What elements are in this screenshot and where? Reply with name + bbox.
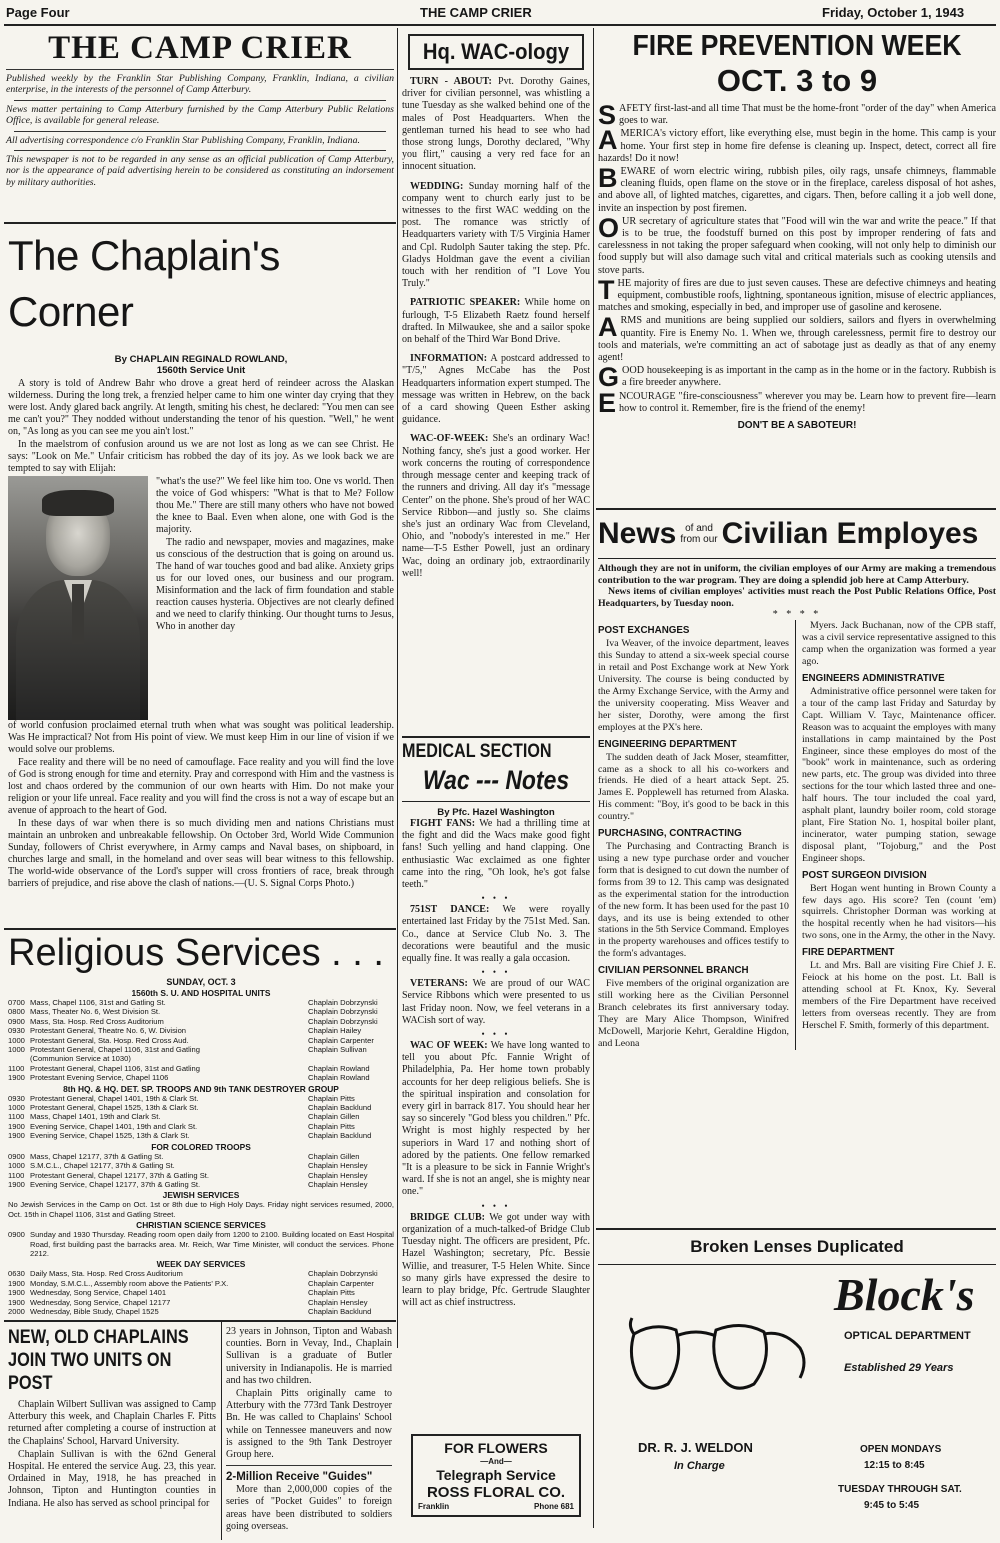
civilian-section-heading: ENGINEERING DEPARTMENT — [598, 738, 737, 750]
service-time: 0900 — [8, 1151, 25, 1161]
civilian-section-text: Administrative office personnel were taken for a tour of the camp last Friday and Saturday by Capt. William V. Tayc, Maintenance officer. Reason was to acquaint the employes with many installations in camp maintained by the Post Engineer, since these employes do most of the "book" work in maintenance, such as ordering new parts, etc. The group was divided into three sections for the tour which lasted three and one-half hours. The tour included the coal yard, asphalt plant, laundry boiler room, cold storage plant, Fire Station No. 1, hospital boiler plant, incinerator, water pumping station, sewage disposal plant, "Tojoburg," and the Post Engineer shops. — [802, 686, 996, 864]
column-rule — [221, 1322, 222, 1540]
medical-item-text: We got under way with organization of a much-talked-of Bridge Club Tuesday night. The officers are president, Pfc. Hazel Washington; secretary, Pfc. Bessie Willie, and treasurer, T-5 Helen White. Since so many girls have expressed the desire to learn to play bridge, Pfc. Gertrude Slaughter will act as chief instructress. — [402, 1211, 590, 1309]
service-chaplain: Chaplain Hailey — [308, 1026, 362, 1036]
service-group-heading: 1560th S. U. AND HOSPITAL UNITS — [131, 988, 271, 998]
service-time: 1900 — [8, 1288, 25, 1298]
service-chaplain: Chaplain Gillen — [308, 1151, 360, 1161]
service-time: 1000 — [8, 1045, 25, 1055]
service-time: 0900 — [8, 1230, 25, 1240]
service-row — [8, 1054, 394, 1063]
civilian-section-text: Myers. Jack Buchanan, now of the CPB staff, was a civil service representative assigned to this camp when the organization was formed a year ago. — [802, 620, 996, 668]
wac-item-text: She's an ordinary Wac! Nothing fancy, she's just a good worker. Her work concerns the routing of correspondence through message center and keeping track of the runners and driving. All day it's "message Center" on the phone. She's proud of her WAC Service Ribbon—and justly so. She claims she's just an ordinary Wac from Cleveland, Ohio, and "nobody's interested in me." Her name—T-5 Esther Powell, just an ordinary Wac, doing an ordinary job, extraordinarily well! — [402, 433, 590, 579]
service-chaplain: Chaplain Rowland — [308, 1073, 370, 1083]
jewish-text: No Jewish Services in the Camp on Oct. 1st or 8th due to High Holy Days. Friday night services resumed, 2000, Oct. 15th in Chapel 1106, 31st and Gatling Street. — [8, 1200, 394, 1219]
civilian-section-text: Five members of the original organization are still working here as the Civilian Personnel Branch celebrates its first anniversary today. They are Mary Alice Thompson, Winifred McDowell, Marjorie Kehrt, Geraldine Higdon, and Leona — [598, 978, 789, 1049]
fire-paragraph — [598, 125, 996, 165]
service-row — [8, 1269, 394, 1278]
chaplain-para: In these days of war when there is so much dividing men and nations Christians must maintain an unbroken and unbreakable fellowship. On October 3rd, World Wide Communion Sunday, followers of Christ everywhere, in Army camps and Naval bases, on shipboard, in churches large and small, in the homeland and over seas will bear witness to this fellowship. The world-wide observance of the Lord's supper will cross frontiers of race, break through barriers of prejudice, and rise above the clash of nations.—(U. S. Signal Corps Photo.) — [8, 818, 394, 889]
medical-item-lead: VETERANS: — [410, 978, 468, 990]
christian-science-text: Sunday and 1930 Thursday. Reading room open daily from 1200 to 2100. Building located on East Hospital Road, first building past the barracks area. Mr. Reich, War Time Minister, will conduct the services. Phone 2212. — [30, 1230, 394, 1258]
chaplain-headline: The Chaplain's Corner — [8, 232, 280, 335]
notice-advertising: All advertising correspondence c/o Franklin Star Publishing Company, Franklin, Indiana. — [6, 134, 360, 146]
wac-item-lead: PATRIOTIC SPEAKER: — [410, 297, 521, 309]
religious-services — [8, 930, 394, 1316]
wac-item-text: A postcard addressed to "T/5," Agnes McCabe has the Post Headquarters information expert stumped. The message was written in Hebrew, on the back of a card showing Queen Esther asking guidance. — [402, 353, 590, 426]
civilian-news — [598, 512, 996, 1050]
service-time: 1100 — [8, 1170, 25, 1180]
wacology-headline-box — [408, 34, 584, 70]
service-description: Protestant General, Chapel 1401, 19th & Clark St. — [30, 1093, 199, 1103]
fire-closing: DON'T BE A SABOTEUR! — [737, 420, 857, 432]
fire-paragraph — [598, 312, 996, 364]
fire-paragraph — [598, 274, 996, 315]
service-row — [8, 1026, 394, 1035]
service-row — [8, 1122, 394, 1131]
fire-paragraph — [598, 212, 996, 277]
drop-cap: O — [598, 212, 620, 243]
service-chaplain: Chaplain Backlund — [308, 1306, 372, 1316]
religious-headline: Religious Services . . . — [8, 932, 384, 974]
service-row — [8, 1073, 394, 1082]
service-description: Mass, Chapel 1401, 19th and Clark St. — [30, 1112, 161, 1122]
chaplain-para: Face reality and there will be no need of camouflage. Face reality and you will find the love of God is strong enough for time and eternity. Pray and correspond with Him and the vastness is lost and chaos ordered by the communion of our own hearts with Him. Do not make your religion or your life unreal. Face reality and you will find the cross is not a way of escape but an avenue of approach to the heart of God. — [8, 757, 394, 816]
service-row — [8, 1017, 394, 1026]
fire-paragraph-text: RMS and munitions are being supplied our soldiers, sailors and flyers in overwhelming quantity. Fire is Enemy No. 1. When we, through carelessness, permit fire to destroy our tools and materials, we're committing an act of sabotage just as deadly as that of any enemy agent! — [598, 315, 996, 364]
service-group-heading: FOR COLORED TROOPS — [151, 1141, 251, 1152]
service-chaplain: Chaplain Carpenter — [308, 1035, 374, 1045]
service-time: 1900 — [8, 1121, 25, 1131]
wac-item-lead: INFORMATION: — [410, 353, 488, 365]
headline-from-our: from our — [680, 534, 718, 545]
medical-item-lead: 751ST DANCE: — [410, 904, 490, 916]
service-chaplain: Chaplain Rowland — [308, 1063, 370, 1073]
service-chaplain: Chaplain Backlund — [308, 1103, 372, 1113]
medical-item-text: We were royally entertained last Friday by the 751st Med. San. Co., dance at Service Club No. 3. The decorations were beautiful and the music equally fine. It was really a gala occasion. — [402, 904, 590, 965]
medical-item — [402, 818, 590, 891]
service-description: Protestant General, Chapel 1106, 31st and Gatling — [30, 1045, 200, 1055]
medical-items — [402, 818, 590, 1309]
florist-name: ROSS FLORAL CO. — [426, 1484, 566, 1501]
christian-science-heading: CHRISTIAN SCIENCE SERVICES — [136, 1220, 266, 1231]
service-row — [8, 1103, 394, 1112]
service-row — [8, 1007, 394, 1016]
fire-prevention — [598, 30, 996, 431]
service-description: Wednesday, Bible Study, Chapel 1525 — [30, 1306, 159, 1316]
service-chaplain: Chaplain Carpenter — [308, 1278, 374, 1288]
civilian-section-text: The sudden death of Jack Moser, steamfitter, came as a shock to all his co-workers and friends. He died of a heart attack Sept. 25. James E. Popplewell has returned from Alaska. His comment: "Boy, it's good to be back in this country." — [598, 751, 789, 823]
chaplains-para: Chaplain Sullivan is with the 62nd General Hospital. He entered the service Aug. 23, this year. Ordained in May, 1918, he has preached in Johnson, Tipton and Huntington counties in Indiana. He also has served as school principal for — [8, 1448, 216, 1509]
nameplate-title: THE CAMP CRIER — [48, 30, 352, 66]
service-description: Evening Service, Chapel 1525, 13th & Clark St. — [30, 1131, 190, 1141]
civilian-col-2 — [802, 620, 996, 1049]
service-description: Protestant Evening Service, Chapel 1106 — [30, 1073, 169, 1083]
service-description: Wednesday, Song Service, Chapel 12177 — [30, 1297, 171, 1307]
service-description: Protestant General, Chapel 1525, 13th & Clark St. — [30, 1103, 199, 1113]
service-time: 1900 — [8, 1179, 25, 1189]
civilian-section-heading: POST EXCHANGES — [598, 625, 690, 637]
chaplain-para: A story is told of Andrew Bahr who drove a great herd of reindeer across the Alaskan wilderness. During the long trek, a frenzied helper came to him one winter day crying that they were lost. Andy glared back angrily. At length, smiting his chest, he declared: "You men can see me can't you?" They nodded without understanding the tenor of his question. "Well," he went on, "As long as you can see me you ain't lost." — [8, 378, 394, 437]
service-description: Mass, Theater No. 6, West Division St. — [30, 1007, 161, 1017]
fire-paragraph-text: EWARE of worn electric wiring, rubbish piles, oily rags, unsafe chimneys, flammable cleaning fluids, open flame on the stove or in the fireplace, careless disposal of hot ashes, and above all, of lighted matches, cigarettes, and cigars. Then, before calling it a job well done, invite an inspection by post firemen. — [598, 166, 996, 214]
service-time: 1900 — [8, 1131, 25, 1141]
service-time: 1900 — [8, 1278, 25, 1288]
jewish-heading: JEWISH SERVICES — [162, 1190, 240, 1201]
service-chaplain — [304, 1054, 394, 1063]
running-head: THE CAMP CRIER — [420, 5, 532, 20]
wac-item-lead: TURN - ABOUT: — [410, 76, 492, 87]
fire-paragraph-text: UR secretary of agriculture states that "Food will win the war and write the peace." If that is to be true, the foodstuff burned on this post by improper rendering of fats and carelessness in not taking the proper safeguard when cooking, will not only help to diminish our food supply but will also damage such vital and critical materials such as cooking utensils and stove parts. — [598, 215, 996, 276]
service-description: Monday, S.M.C.L., Assembly room above the Patients' P.X. — [30, 1278, 229, 1288]
service-chaplain: Chaplain Dobrzynski — [308, 1016, 378, 1026]
fire-paragraph — [598, 387, 996, 418]
medical-item — [402, 1040, 590, 1199]
service-chaplain: Chaplain Backlund — [308, 1131, 372, 1141]
section-rule — [596, 508, 996, 510]
chaplain-para: The radio and newspaper, movies and magazines, make us conscious of the destruction that is going on around us. The hand of war touches good and bad alike. Anxiety grips us for our loved ones, our business and our program. Misinformation and the lack of firm foundation and stable reaction causes hysteria. Objectives are not clearly defined and we need to clarify thinking. Our thought turns to Jesus, Who in another day — [156, 537, 394, 632]
notice-disclaimer: This newspaper is not to be regarded in any sense as an official publication of Camp Atterbury, nor is the appearance of paid advertising herein to be considered as constituting an indorsement by military authorities. — [6, 154, 394, 188]
medical-item-text: We have long wanted to tell you about Pfc. Fannie Wright of Philadelphia, Pa. Her home town probably accounts for her deep religious beliefs. She is the spiritual inspiration and consolation for every girl in barrack 817. You should hear her say so sincerely "God bless you children." Pfc. Wright is most highly respected by her superiors in Ward 17 and nothing short of adored by the patients. One fellow remarked "It is a pleasure to be sick in Fannie Wright's ward. If she is not an angel, she is mighty near one." — [402, 1040, 590, 1198]
service-row — [8, 1161, 394, 1170]
medical-item-lead: WAC OF WEEK: — [410, 1040, 488, 1052]
civilian-col-1 — [598, 620, 789, 1049]
service-description: Mass, Chapel 1106, 31st and Gatling St. — [30, 998, 166, 1007]
fire-paragraph — [598, 163, 996, 215]
service-description: Evening Service, Chapel 1401, 19th and Clark St. — [30, 1121, 198, 1131]
service-time: 1000 — [8, 1161, 25, 1171]
civilian-section-heading: CIVILIAN PERSONNEL BRANCH — [598, 965, 749, 977]
flowers-and: —And— — [480, 1457, 512, 1466]
service-chaplain: Chaplain Pitts — [308, 1121, 355, 1131]
service-row — [8, 1288, 394, 1297]
service-description: Protestant General, Theatre No. 6, W. Division — [30, 1026, 187, 1036]
telegraph-line: Telegraph Service — [436, 1467, 556, 1483]
service-description: S.M.C.L., Chapel 12177, 37th & Gatling St. — [30, 1161, 175, 1171]
chaplain-para: "what's the use?" We feel like him too. One vs world. Then the voice of God whispers: "What is that to Me? Follow thou Me." There are still many others who have not bowed the knee to Baal. Even when alone, one with God is the majority. — [156, 476, 394, 535]
column-rule — [397, 28, 398, 1348]
service-row — [8, 1307, 394, 1316]
separator-dots: • • • — [481, 1029, 511, 1040]
wac-item-text: While home on furlough, T-5 Elizabeth Raetz found herself drafted. In Milwaukee, she and a sailor spoke on behalf of the Third War Bond Drive. — [402, 297, 590, 346]
fire-paragraph-text: NCOURAGE "fire-consciousness" wherever you may be. Learn how to prevent fire—learn how to control it. Remember, fire is the friend of the enemy! — [619, 390, 996, 414]
service-row — [8, 1045, 394, 1054]
weekday-heading: WEEK DAY SERVICES — [156, 1259, 246, 1270]
weekday-hours: 9:45 to 5:45 — [864, 1500, 920, 1511]
medical-item — [402, 904, 590, 965]
service-row — [8, 1279, 394, 1288]
service-time: 0930 — [8, 1026, 25, 1036]
service-time: 1900 — [8, 1297, 25, 1307]
drop-cap: A — [598, 312, 618, 343]
fire-paragraph — [598, 362, 996, 393]
new-chaplains-continued — [226, 1326, 392, 1534]
weekday-services — [8, 1269, 394, 1316]
headline-of-and: of and — [685, 523, 713, 534]
service-chaplain: Chaplain Hensley — [308, 1161, 368, 1171]
civilian-intro-2: News items of civilian employes' activities must reach the Post Public Relations Office, Post Headquarters, by Tuesday noon. — [598, 586, 996, 609]
wacology-headline: Hq. WAC-ology — [422, 39, 570, 64]
service-time — [8, 1054, 30, 1063]
service-row — [8, 1298, 394, 1307]
fire-dates: OCT. 3 to 9 — [716, 63, 878, 98]
wac-item — [402, 353, 590, 426]
column-rule — [593, 28, 594, 1528]
service-chaplain: Chaplain Dobrzynski — [308, 1269, 378, 1279]
civilian-section-heading: PURCHASING, CONTRACTING — [598, 828, 742, 840]
service-description: Protestant General, Chapel 1106, 31st and Gatling — [30, 1063, 200, 1073]
drop-cap: G — [598, 362, 620, 393]
fire-paragraph-text: OOD housekeeping is as important in the camp as in the home or in the factory. Rubbish is a fire breeder anywhere. — [622, 365, 996, 389]
service-chaplain: Chaplain Hensley — [308, 1297, 368, 1307]
service-row — [8, 1094, 394, 1103]
service-groups — [8, 988, 394, 1189]
service-time: 0700 — [8, 998, 25, 1007]
service-time: 1100 — [8, 1063, 25, 1073]
medical-section — [402, 736, 590, 1310]
wac-item-lead: WAC-OF-WEEK: — [410, 433, 489, 445]
new-chaplains-headline: NEW, OLD CHAPLAINS JOIN TWO UNITS ON POST — [8, 1327, 189, 1394]
service-chaplain: Chaplain Pitts — [308, 1288, 355, 1298]
service-description: Mass, Chapel 12177, 37th & Gatling St. — [30, 1151, 164, 1161]
tuesday-saturday: TUESDAY THROUGH SAT. — [838, 1484, 962, 1495]
lenses-ad — [598, 1232, 996, 1536]
medical-item-lead: BRIDGE CLUB: — [410, 1211, 485, 1223]
flowers-ad — [411, 1434, 581, 1517]
chaplain-unit: 1560th Service Unit — [156, 365, 246, 376]
drop-cap: B — [598, 163, 618, 194]
fire-paragraph-text: MERICA's victory effort, like everything else, must begin in the home. This camp is your home. Your first step in home fire defense is cleaning up. Inspect, detect, correct all fire hazards! Do it now! — [598, 128, 996, 164]
wac-item — [402, 297, 590, 346]
guides-headline: 2-Million Receive "Guides" — [226, 1471, 373, 1484]
christian-science-row — [8, 1230, 394, 1258]
service-chaplain: Chaplain Dobrzynski — [308, 998, 378, 1007]
notice-publisher: Published weekly by the Franklin Star Publishing Company, Franklin, Indiana, a civilian enterprise, in the interests of the personnel of Camp Atterbury. — [6, 73, 394, 96]
civilian-section-text: Lt. and Mrs. Ball are visiting Fire Chief J. E. Feiock at his home on the post. Lt. Ball is attending school at Ft. Knox, Ky. Several members of the Fire Department have received letters from overseas recently. They are from Herschel F. Smith, formerly of this department. — [802, 960, 996, 1031]
headline-news: News — [598, 517, 677, 550]
page-label: Page Four — [6, 5, 70, 20]
chaplain-article — [8, 228, 394, 891]
service-row — [8, 1131, 394, 1140]
service-row — [8, 1180, 394, 1189]
service-time: 0630 — [8, 1269, 25, 1279]
drop-cap: A — [598, 125, 618, 156]
drop-cap: S — [598, 100, 617, 130]
service-description: Protestant General, Sta. Hosp. Red Cross Aud. — [30, 1035, 189, 1045]
service-time: 0900 — [8, 1016, 25, 1026]
civilian-section-text: Iva Weaver, of the invoice department, leaves this Sunday to attend a six-week special course in retail and Post Exchange work at New York University. The course is being conducted by the Army Exchange Service, with the Army and the university cooperating. Miss Weaver and her sister, Dorothy, were among the first employes at the PX's here. — [598, 638, 789, 733]
wac-item-lead: WEDDING: — [410, 180, 464, 192]
eyeglasses-icon — [624, 1304, 814, 1414]
monday-hours: 12:15 to 8:45 — [864, 1460, 925, 1471]
civilian-section-heading: ENGINEERS ADMINISTRATIVE — [802, 673, 945, 684]
chaplain-para: of world confusion proclaimed eternal truth when what was sought was political leadership. Was He impractical? Not from His point of view. We must keep Him in our line of vision if we would solve our problems. — [8, 720, 394, 755]
service-row — [8, 1171, 394, 1180]
section-rule — [4, 1320, 396, 1322]
chaplains-para: Chaplain Wilbert Sullivan was assigned to Camp Atterbury this week, and Chaplain Charles F. Pitts returned after completing a course of instruction at the Chaplains' School, Harvard University. — [8, 1399, 216, 1447]
civilian-section-heading: FIRE DEPARTMENT — [802, 947, 895, 959]
wac-item — [402, 181, 590, 291]
chaplains-para: 23 years in Johnson, Tipton and Wabash counties. Born in Vevay, Ind., Chaplain Sullivan is a graduate of Butler university in Indianapolis. He is married and has two children. — [226, 1326, 392, 1386]
chaplain-para: In the maelstrom of confusion around us we are not lost as long as we can see Christ. He says: "Look on Me." Unfair criticism has robbed the day of its joy. As we look back we are tempted to say with Elijah: — [8, 439, 394, 474]
medical-item-text: We are proud of our WAC Service Ribbons which were presented to us last Friday noon. Now, we feel veterans in a WACish sort of way. — [402, 978, 590, 1026]
wac-item — [402, 433, 590, 579]
service-chaplain: Chaplain Dobrzynski — [308, 1007, 378, 1017]
notice-news: News matter pertaining to Camp Atterbury furnished by the Camp Atterbury Public Relations Office, is available for general release. — [6, 103, 394, 127]
masthead-rule — [4, 24, 996, 26]
fire-headline: FIRE PREVENTION WEEK — [632, 30, 962, 62]
wac-item-text: Sunday morning half of the company went to church early just to be witnesses to the first WAC wedding on the post. The romance was strictly of Headquarters variety with T/5 Virginia Hamer and Cpl. Rudolph Sauter taking the step. Pfc. Gladys Holdman gave the event a civilian touch with her rendition of "I Love You Truly." — [402, 180, 591, 290]
florist-town: Franklin — [418, 1502, 450, 1511]
separator-dots: • • • — [481, 1200, 511, 1211]
service-time: 1000 — [8, 1103, 25, 1113]
service-description: Evening Service, Chapel 12177, 37th & Gatling St. — [30, 1179, 201, 1189]
medical-byline: By Pfc. Hazel Washington — [437, 807, 555, 818]
florist-phone: Phone 681 — [533, 1502, 574, 1511]
wacology-items — [402, 76, 590, 580]
lenses-headline: Broken Lenses Duplicated — [690, 1237, 904, 1256]
service-chaplain: Chaplain Hensley — [308, 1179, 368, 1189]
service-row — [8, 1152, 394, 1161]
headline-civilian: Civilian Employes — [721, 517, 979, 550]
civilian-section-text: Bert Hogan went hunting in Brown County a few days ago. His score? Ten (count 'em) squirrels. Christopher Dorman was working at the hospital recently when he had visitors—his two sons, one in the Army, the other in the Navy. — [802, 882, 996, 942]
wac-item-text: Pvt. Dorothy Gaines, driver for civilian personnel, was whistling a tune Tuesday as she walked behind one of the males of Post Headquarters. When the gentleman turned his head to see who had those strong lungs, Dorothy declared, "Why you flirt," causing a very red face for an innocent situation. — [402, 76, 590, 173]
fire-paragraph — [598, 100, 996, 130]
service-description: Protestant General, Chapel 12177, 37th & Gatling St. — [30, 1170, 209, 1180]
medical-item-text: We had a thrilling time at the fight and did the Wacs make good fight fans! Such yelling and hand clapping. One enthusiastic Wac exclaimed as one fighter came into the ring, "Oh look, he's got false teeth." — [402, 818, 591, 891]
separator-dots: • • • — [481, 967, 511, 978]
established: Established 29 Years — [844, 1362, 954, 1374]
guides-text: More than 2,000,000 copies of the series of "Pocket Guides" to foreign areas have been distributed to soldiers going overseas. — [226, 1484, 392, 1532]
service-chaplain: Chaplain Sullivan — [308, 1045, 367, 1055]
flowers-line: FOR FLOWERS — [444, 1440, 548, 1456]
optical-department: OPTICAL DEPARTMENT — [844, 1330, 971, 1342]
chaplain-byline: By CHAPLAIN REGINALD ROWLAND, — [114, 354, 288, 365]
civilian-section-text: The Purchasing and Contracting Branch is using a new type purchase order and voucher form that is designed to cut down the number of forms from 39 to 12. This camp was designated as the experimental station for the introduction of the new form. It has been used for the past 10 days, and its use is being extended to other stations in the 5th Service Command. Employes in the property warehouses and offices testify to the form's advantages. — [598, 841, 789, 960]
fire-paragraph-text: HE majority of fires are due to just seven causes. These are defective chimneys and heating equipment, combustible roofs, lightning, spontaneous ignition, misuse of electric appliances, matches and smoking, especially in bed, and improper use of gasoline and kerosene. — [598, 277, 996, 314]
wacology-column — [402, 30, 590, 587]
medical-item-lead: FIGHT FANS: — [410, 818, 476, 829]
service-description: (Communion Service at 1030) — [30, 1054, 131, 1064]
service-day: SUNDAY, OCT. 3 — [166, 977, 236, 987]
service-row — [8, 1112, 394, 1121]
service-row — [8, 1064, 394, 1073]
civilian-headline — [598, 512, 996, 556]
service-description: Daily Mass, Sta. Hosp. Red Cross Auditorium — [30, 1269, 183, 1279]
open-mondays: OPEN MONDAYS — [860, 1444, 942, 1455]
store-brand: Block's — [834, 1269, 975, 1320]
service-time: 1000 — [8, 1035, 25, 1045]
chaplains-para: Chaplain Pitts originally came to Atterbury with the 773rd Tank Destroyer Bn. He was called to Chaplains' School while on Tennessee maneuvers and now is assigned to the 9th Tank Destroyer Group here. — [226, 1388, 392, 1461]
issue-date: Friday, October 1, 1943 — [822, 5, 965, 20]
service-description: Wednesday, Song Service, Chapel 1401 — [30, 1288, 167, 1298]
service-row — [8, 998, 394, 1007]
chaplain-photo — [8, 476, 148, 720]
doctor-in-charge: In Charge — [674, 1460, 725, 1472]
service-time: 2000 — [8, 1306, 25, 1316]
service-row — [8, 1036, 394, 1045]
section-rule — [4, 222, 396, 224]
wac-item — [402, 76, 590, 174]
separator-dots: • • • — [481, 893, 511, 904]
civilian-section-heading: POST SURGEON DIVISION — [802, 869, 927, 881]
drop-cap: E — [598, 387, 617, 418]
fire-paragraphs — [598, 100, 996, 418]
fire-paragraph-text: AFETY first-last-and all time That must be the home-front "order of the day" when America goes to war. — [619, 103, 996, 127]
service-description: Mass, Sta. Hosp. Red Cross Auditorium — [30, 1016, 164, 1026]
service-time: 0930 — [8, 1093, 25, 1103]
medical-item — [402, 1212, 590, 1310]
separator-stars: * * * * — [772, 609, 822, 621]
service-chaplain: Chaplain Gillen — [308, 1112, 360, 1122]
wac-notes-headline: Wac --- Notes — [422, 765, 570, 795]
medical-item — [402, 978, 590, 1027]
new-chaplains-article — [8, 1326, 216, 1511]
service-time: 1900 — [8, 1073, 25, 1083]
nameplate — [6, 30, 394, 188]
service-group-heading: 8th HQ. & HQ. DET. SP. TROOPS AND 9th TANK DESTROYER GROUP — [63, 1083, 339, 1094]
service-time: 1100 — [8, 1112, 25, 1122]
service-chaplain: Chaplain Hensley — [308, 1170, 368, 1180]
drop-cap: T — [598, 274, 615, 305]
civilian-intro: Although they are not in uniform, the civilian employes of our Army are making a tremendous contribution to the war program. They are doing a splendid job here at Camp Atterbury. — [598, 563, 996, 586]
section-rule — [596, 1228, 996, 1230]
service-chaplain: Chaplain Pitts — [308, 1093, 355, 1103]
doctor-name: DR. R. J. WELDON — [638, 1440, 753, 1455]
service-time: 0800 — [8, 1007, 25, 1017]
medical-headline: MEDICAL SECTION — [402, 741, 552, 762]
